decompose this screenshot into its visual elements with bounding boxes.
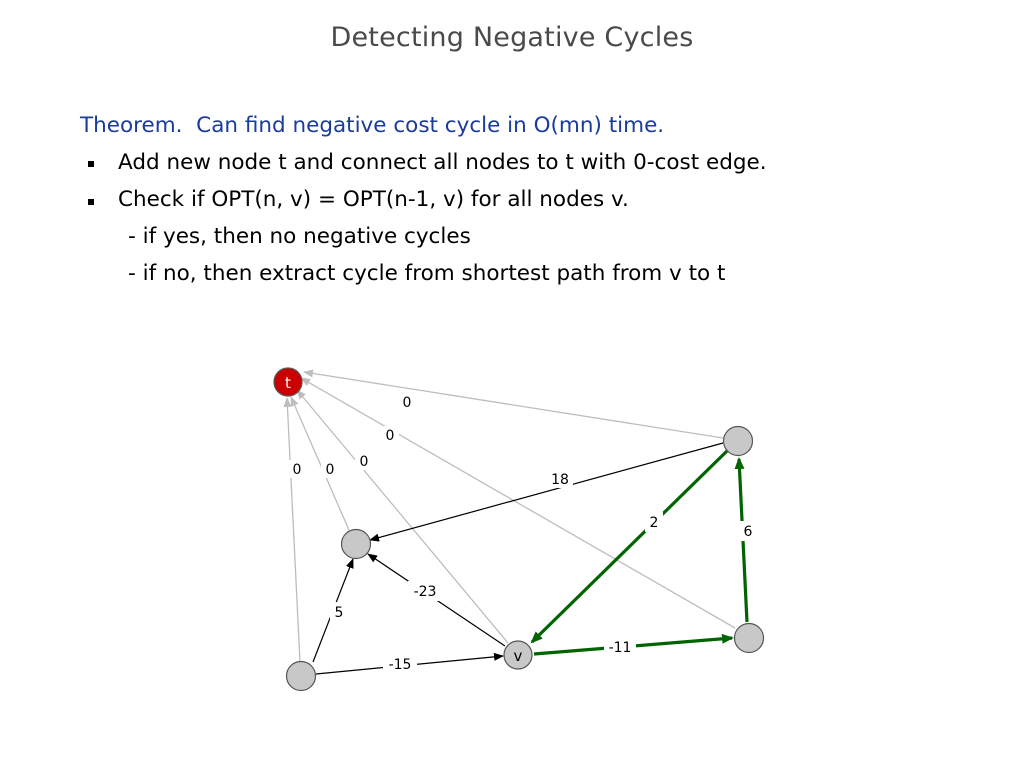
edge-bottom-right-to-t xyxy=(301,378,735,628)
weight-bottom-left-to-v: -15 xyxy=(388,657,412,673)
weight-v-to-bottom-right: -11 xyxy=(608,640,632,656)
edge-top-right-to-t xyxy=(304,372,723,438)
weight-bottom-right-to-top-right: 6 xyxy=(743,524,753,540)
weight-bottom-left-to-upper-left: 5 xyxy=(334,605,344,621)
node-upper-left xyxy=(342,530,371,559)
slide-title: Detecting Negative Cycles xyxy=(330,22,694,53)
weight-top-right-to-v: 2 xyxy=(649,515,659,531)
weight-top-right-to-upper-left: 18 xyxy=(551,472,569,488)
edge-v-to-t xyxy=(297,390,508,643)
weight-v-to-upper-left: -23 xyxy=(413,584,437,600)
weight-bottom-right-to-t: 0 xyxy=(385,428,395,444)
node-top-right xyxy=(724,427,753,456)
weight-upper-left-to-t: 0 xyxy=(325,462,335,478)
node-bottom-left xyxy=(287,662,316,691)
weight-v-to-t: 0 xyxy=(359,454,369,470)
subpoint-no: - if no, then extract cycle from shortest path from v to t xyxy=(128,261,726,286)
node-v-label: v xyxy=(513,647,523,665)
edge-top-right-to-upper-left xyxy=(370,443,723,540)
bullet-1: Add new node t and connect all nodes to t with 0-cost edge. xyxy=(118,150,767,175)
node-t-label: t xyxy=(285,374,291,392)
subpoint-yes: - if yes, then no negative cycles xyxy=(128,224,471,249)
weight-top-right-to-t: 0 xyxy=(402,395,412,411)
node-bottom-right xyxy=(735,624,764,653)
theorem-statement: Theorem. Can find negative cost cycle in O(mn) time. xyxy=(80,113,665,138)
edge-bottom-left-to-t xyxy=(287,398,300,662)
bullet-2: Check if OPT(n, v) = OPT(n-1, v) for all nodes v. xyxy=(118,187,629,212)
weight-bottom-left-to-t: 0 xyxy=(292,462,302,478)
